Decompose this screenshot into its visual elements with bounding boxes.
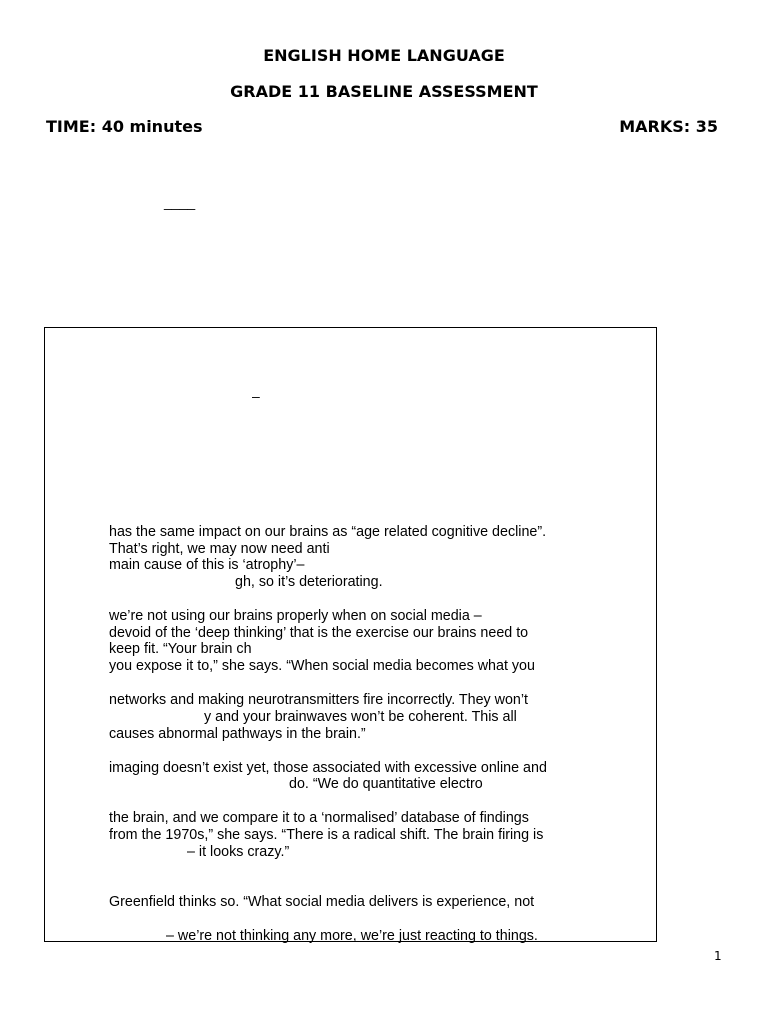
total-marks: MARKS: 35 [619,117,718,136]
passage-line: devoid of the ‘deep thinking’ that is the exercise our brains need to [109,625,529,641]
passage-line: – it looks crazy.” [187,844,290,860]
passage-line: imaging doesn’t exist yet, those associated with excessive online and [109,760,547,776]
time-allowed: TIME: 40 minutes [46,117,203,136]
page-number: 1 [714,949,722,963]
passage-line: do. “We do quantitative electro [289,776,483,792]
passage-line: networks and making neurotransmitters fire incorrectly. They won’t [109,692,529,708]
passage-line: the brain, and we compare it to a ‘normalised’ database of findings [109,810,529,826]
passage-line: from the 1970s,” she says. “There is a radical shift. The brain firing is [109,827,544,843]
passage-dash: – [252,388,260,404]
passage-line: – we’re not thinking any more, we’re just reacting to things. [166,928,538,944]
document-title: ENGLISH HOME LANGUAGE [263,46,505,65]
blank-line: ____ [164,194,196,210]
passage-line: That’s right, we may now need anti [109,541,330,557]
passage-line: you expose it to,” she says. “When social media becomes what you [109,658,535,674]
passage-line: has the same impact on our brains as “age related cognitive decline”. [109,524,547,540]
passage-line: causes abnormal pathways in the brain.” [109,726,366,742]
document-subtitle: GRADE 11 BASELINE ASSESSMENT [230,82,538,101]
passage-line: we’re not using our brains properly when on social media – [109,608,482,624]
passage-line: gh, so it’s deteriorating. [235,574,383,590]
passage-line: Greenfield thinks so. “What social media delivers is experience, not [109,894,535,910]
passage-line: main cause of this is ‘atrophy’– [109,557,305,573]
passage-line: keep fit. “Your brain ch [109,641,252,657]
passage-line: y and your brainwaves won’t be coherent. This all [204,709,517,725]
